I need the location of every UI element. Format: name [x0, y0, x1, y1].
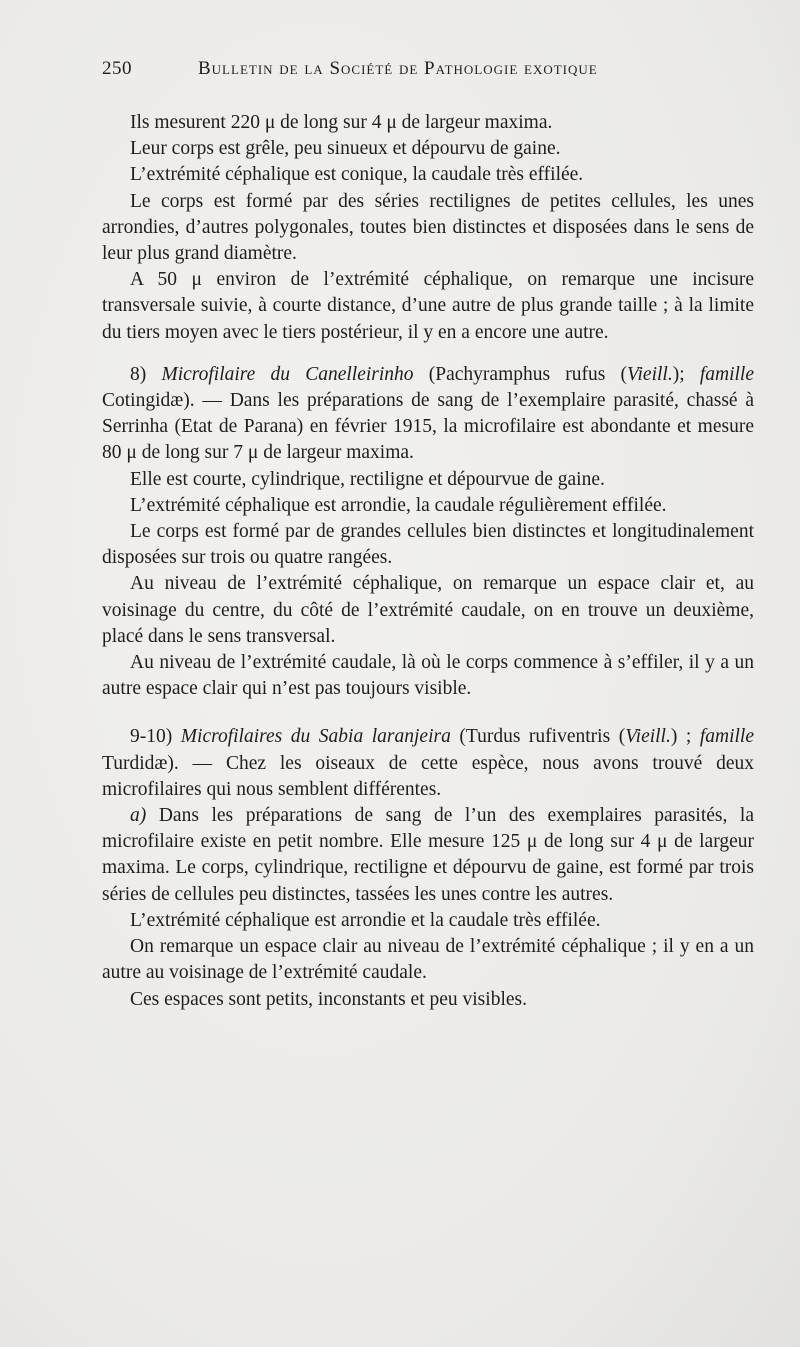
subsection-label: a)	[130, 805, 147, 827]
section-text: Cotingidæ). — Dans les préparations de sang de l’exemplaire parasité, chassé à Serrinha (Etat de Parana) en février 1915, la microfilaire est abondante et mesure 80 μ de long sur 7 μ de largeur maxima.	[102, 390, 754, 464]
section-title: Microfilaire du Canelleirinho	[161, 363, 414, 385]
paragraph: A 50 μ environ de l’extrémité céphalique, on remarque une incisure transversale suivie, à courte distance, d’une autre de plus grande taille ; à la limite du tiers moyen avec le tiers postérieur, il y en a encore une autre.	[102, 269, 754, 343]
author: Vieill.	[625, 726, 671, 748]
paragraph: Ces espaces sont petits, inconstants et peu visibles.	[130, 988, 527, 1010]
section-9-10-paragraph: 9-10) Microfilaires du Sabia laranjeira (Turdus rufiventris (Vieill.) ; famille Turdidæ). — Chez les oiseaux de cette espèce, nous avons trouvé deux microfilaires qui nous semblent différentes.	[102, 726, 754, 800]
paragraph: Au niveau de l’extrémité céphalique, on remarque un espace clair et, au voisinage du centre, du côté de l’extrémité caudale, on en trouve un deuxième, placé dans le sens transversal.	[102, 573, 754, 647]
section-title: Microfilaires du Sabia laranjeira	[180, 726, 451, 748]
family-label: famille	[699, 363, 755, 385]
section-number: 9-10)	[130, 726, 173, 748]
family-label: famille	[699, 726, 754, 748]
section-number: 8)	[130, 363, 147, 385]
paragraph: On remarque un espace clair au niveau de l’extrémité céphalique ; il y en a un autre au voisinage de l’extrémité caudale.	[102, 936, 754, 984]
paragraph: Le corps est formé par de grandes cellules bien distinctes et longitudinalement disposées sur trois ou quatre rangées.	[102, 521, 754, 569]
section-8-paragraph: 8) Microfilaire du Canelleirinho (Pachyramphus rufus (Vieill.); famille Cotingidæ). — Dans les préparations de sang de l’exemplaire parasité, chassé à Serrinha (Etat de Parana) en février 1915, la microfilaire est abondante et mesure 80 μ de long sur 7 μ de largeur maxima.	[102, 363, 755, 464]
running-title: Bulletin de la Société de Pathologie exotique	[198, 58, 598, 79]
paragraph: L’extrémité céphalique est conique, la caudale très effilée.	[130, 164, 584, 186]
section-text: Turdidæ). — Chez les oiseaux de cette espèce, nous avons trouvé deux microfilaires qui nous semblent différentes.	[102, 752, 754, 800]
host-species: (Turdus rufiventris (	[459, 726, 626, 748]
subsection-a-paragraph: a) Dans les préparations de sang de l’un des exemplaires parasités, la microfilaire existe en petit nombre. Elle mesure 125 μ de long sur 4 μ de largeur maxima. Le corps, cylindrique, rectiligne et dépourvu de gaine, est formé par trois séries de cellules peu distinctes, tassées les unes contre les autres.	[102, 805, 754, 905]
host-species: (Pachyramphus rufus (	[428, 363, 628, 385]
paragraph: Leur corps est grêle, peu sinueux et dépourvu de gaine.	[130, 138, 561, 160]
paragraph: Le corps est formé par des séries rectilignes de petites cellules, les unes arrondies, d’autres polygonales, toutes bien distinctes et disposées dans le sens de leur plus grand diamètre.	[102, 190, 754, 265]
page-number: 250	[102, 58, 132, 79]
author: Vieill.	[627, 363, 673, 385]
paragraph: L’extrémité céphalique est arrondie et la caudale très effilée.	[130, 909, 601, 931]
paragraph: L’extrémité céphalique est arrondie, la caudale régulièrement effilée.	[130, 494, 667, 516]
body-text	[102, 110, 754, 1013]
paragraph: Au niveau de l’extrémité caudale, là où le corps commence à s’effiler, il y a un autre espace clair qui n’est pas toujours visible.	[102, 652, 754, 700]
paragraph: Ils mesurent 220 μ de long sur 4 μ de largeur maxima.	[130, 112, 553, 133]
paragraph: Elle est courte, cylindrique, rectiligne et dépourvue de gaine.	[130, 468, 605, 490]
